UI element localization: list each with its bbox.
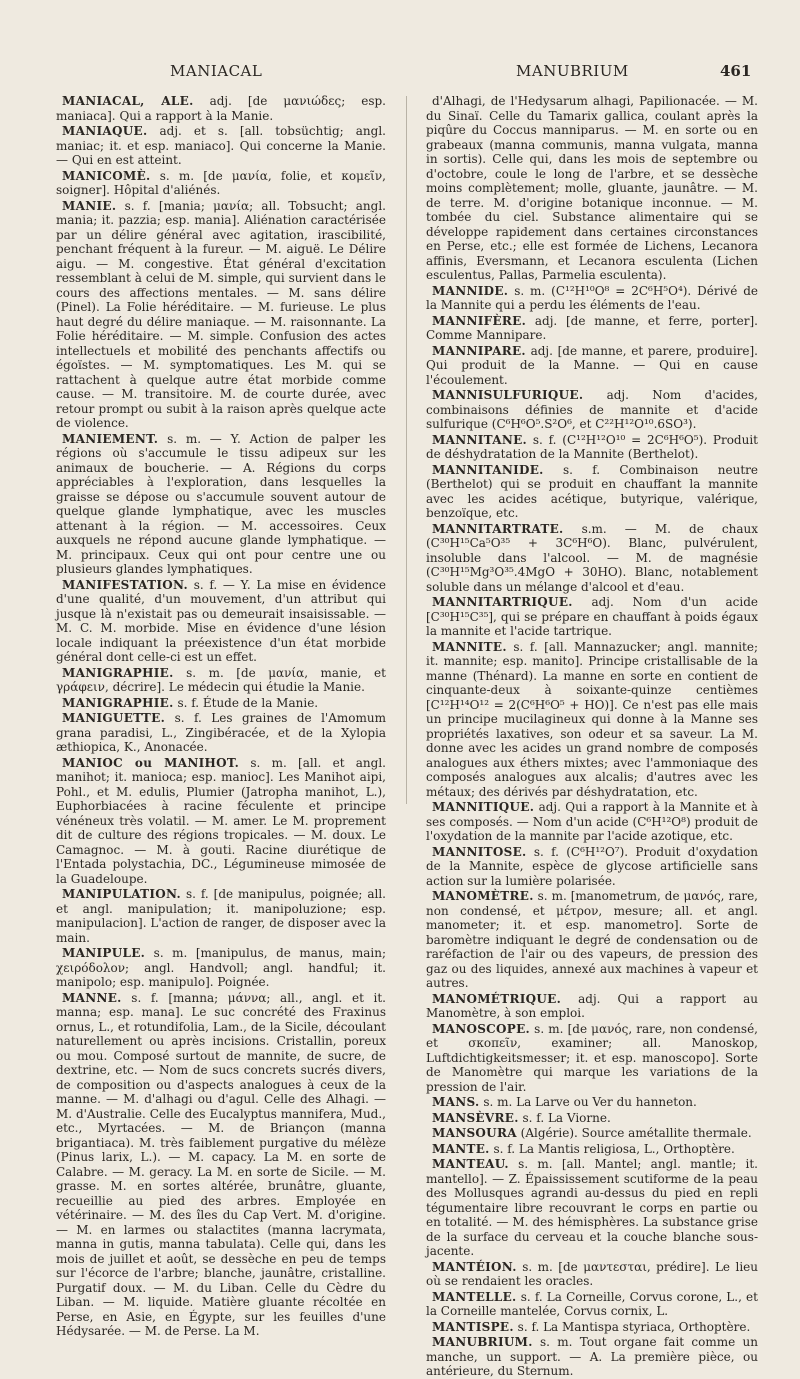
entry-definition: s. f. La Corneille, Corvus corone, L., et la Corneille mantelée, Corvus cornix, L. [426, 1289, 758, 1318]
dictionary-entry [426, 1111, 758, 1126]
entry-headword: MANNIFÈRE. [432, 313, 527, 328]
entry-definition: s. m. La Larve ou Ver du hanneton. [483, 1095, 697, 1109]
entry-definition: s. m. — Y. Action de palper les régions où s'accumule le tissu adipeux sur les animaux de boucherie. — A. Régions du corps appréciables à l'exploration, dans lesquelles la graisse se dépose ou s'accumule souvent autour de quelque glande lymphatique, avec les muscles attenant à la région. — M. accessoires. Ceux auxquels ne répond aucune glande lymphatique. — M. principaux. Ceux qui ont pour centre une ou plusieurs glandes lymphatiques. [56, 431, 386, 576]
entry-headword: MANOMÈTRE. [432, 889, 534, 903]
dictionary-entry [426, 1157, 758, 1259]
entry-headword: MANIPULE. [62, 946, 146, 960]
entry-definition: adj. [de manne, et parere, produire]. Qui produit de la Manne. — Qui en cause l'écoulement. [426, 343, 758, 387]
entry-definition: s. m. [de μανία, folie, et κομεῖν, soigner]. Hôpital d'aliénés. [56, 168, 386, 197]
dictionary-entry [426, 1095, 758, 1110]
entry-definition: s.m. — M. de chaux (C³⁰H¹⁵Ca⁵O³⁵ + 3C⁶H⁶O). Blanc, pulvérulent, insoluble dans l'alcool. — M. de magnésie (C³⁰H¹⁵Mg³O³⁵.4MgO + 30HO). Blanc, notablement soluble dans un mélange d'alcool et d'eau. [426, 521, 758, 594]
entry-definition: s. f. (C¹²H¹²O¹⁰ = 2C⁶H⁶O⁵). Produit de déshydratation de la Mannite (Berthelot). [426, 432, 758, 461]
left-column [56, 94, 386, 1338]
entry-definition: d'Alhagi, de l'Hedysarum alhagi, Papilionacée. — M. du Sinaï. Celle du Tamarix gallica, coulant après la piqûre du Coccus manniparus. — M. en sorte ou en grabeaux (manna communis, manna vulgata, manna in sortis). Celle qui, dans les mois de septembre ou d'octobre, coule le long de l'arbre, et se dessèche moins complètement; molle, gluante, jaunâtre. — M. de terre. M. d'origine botanique inconnue. — M. tombée du ciel. Substance alimentaire qui se développe rapidement dans certaines circonstances en Perse, etc.; elle est formée de Lichens, Lecanora affinis, Eversmann, et Lecanora esculenta (Lichen esculentus, Pallas, Parmelia esculenta). [426, 94, 758, 282]
entry-definition: s. m. [de μανός, rare, non condensé, et σκοπεῖν, examiner; all. Manoskop, Luftdichtigkeitsmesser; it. et esp. manoscopo]. Sorte de Manomètre qui marque les variations de la pression de l'air. [426, 1021, 758, 1094]
dictionary-entry [426, 1142, 758, 1157]
dictionary-entry [426, 889, 758, 991]
dictionary-entry [56, 946, 386, 990]
dictionary-entry [426, 992, 758, 1021]
entry-headword: MANIPULATION. [62, 887, 182, 901]
dictionary-entry [56, 666, 386, 695]
dictionary-entry [426, 314, 758, 343]
right-column [426, 94, 758, 1378]
entry-headword: MANICOMÈ. [62, 168, 151, 183]
entry-definition: s. m. [manometrum, de μανός, rare, non condensé, et μέτρον, mesure; all. et angl. manometer; it. et esp. manometro]. Sorte de baromètre indiquant le degré de condensation ou de raréfaction de l'air ou des vapeurs, de pression des gaz ou des liquides, annexé aux machines à vapeur et autres. [426, 889, 758, 990]
entry-headword: MANIGUETTE. [62, 711, 166, 725]
entry-headword: MANSOURA [432, 1126, 517, 1140]
entry-definition: s. m. [de μανία, manie, et γράφειν, décrire]. Le médecin qui étudie la Manie. [56, 665, 386, 694]
dictionary-entry [56, 991, 386, 1339]
entry-headword: MANIEMENT. [62, 431, 159, 446]
dictionary-entry [426, 1260, 758, 1289]
entry-definition: s. f. — Y. La mise en évidence d'une qualité, d'un mouvement, d'un attribut qui jusque là n'existait pas ou demeurait insaisissable. — M. C. M. morbide. Mise en évidence d'une lésion locale indiquant la préexistence d'un état morbide général dont celle-ci est un effet. [56, 577, 386, 664]
entry-definition: adj. Nom d'un acide [C³⁰H¹⁵C³⁵], qui se prépare en chauffant à poids égaux la mannite et l'acide tartrique. [426, 595, 758, 638]
entry-headword: MANTELLE. [432, 1289, 517, 1304]
entry-headword: MANIGRAPHIE. [62, 665, 174, 680]
dictionary-entry [426, 1022, 758, 1095]
entry-headword: MANNIDE. [432, 283, 509, 298]
dictionary-entry [426, 522, 758, 595]
entry-headword: MANS. [432, 1095, 480, 1109]
entry-headword: MANTEAU. [432, 1157, 509, 1171]
dictionary-entry [426, 1335, 758, 1379]
dictionary-entry [56, 711, 386, 755]
dictionary-entry [426, 388, 758, 432]
dictionary-entry [426, 1290, 758, 1319]
entry-definition: s. f. La Mantis religiosa, L., Orthoptère. [493, 1141, 735, 1156]
entry-definition: adj. [de μανιώδες; esp. maniaca]. Qui a rapport à la Manie. [56, 94, 386, 123]
running-header [0, 62, 800, 86]
dictionary-entry [56, 124, 386, 168]
header-right-word: MANUBRIUM [516, 62, 629, 80]
entry-headword: MANNITANIDE. [432, 462, 544, 477]
entry-headword: MANNITANE. [432, 432, 528, 447]
entry-definition: s. m. [de μαντεσται, prédire]. Le lieu où se rendaient les oracles. [426, 1259, 758, 1288]
entry-headword: MANNITARTRIQUE. [432, 595, 573, 609]
entry-headword: MANSÈVRE. [432, 1110, 519, 1125]
entry-definition: s. m. Tout organe fait comme un manche, un support. — A. La première pièce, ou antérieure, du Sternum. [426, 1335, 758, 1378]
entry-definition: s. f. La Mantispa styriaca, Orthoptère. [517, 1319, 751, 1334]
dictionary-entry [426, 433, 758, 462]
dictionary-entry [426, 344, 758, 388]
entry-headword: MANNITOSE. [432, 844, 527, 859]
entry-definition: s. f. Étude de la Manie. [177, 695, 319, 710]
entry-definition: s. f. (C⁶H¹²O⁷). Produit d'oxydation de la Mannite, espèce de glycose artificielle sans action sur la lumière polarisée. [426, 844, 758, 888]
dictionary-entry [56, 169, 386, 198]
entry-headword: MANOSCOPE. [432, 1021, 531, 1036]
page-number: 461 [720, 62, 752, 80]
dictionary-entry [56, 756, 386, 887]
entry-headword: MANIAQUE. [62, 124, 148, 138]
dictionary-entry [56, 94, 386, 123]
entry-definition: (Algérie). Source amétallite thermale. [520, 1126, 752, 1140]
entry-headword: MANTÉION. [432, 1259, 517, 1274]
entry-definition: s. f. [mania; μανία; all. Tobsucht; angl. mania; it. pazzia; esp. mania]. Aliénation caractérisée par un délire général avec agitation, irascibilité, penchant fréquent à la fureur. — M. aiguë. Le Délire aigu. — M. congestive. État général d'excitation ressemblant à celui de M. simple, qui survient dans le cours des affections mentales. — M. sans délire (Pinel). La Folie héréditaire. — M. furieuse. Le plus haut degré du délire maniaque. — M. raisonnante. La Folie héréditaire. — M. simple. Confusion des actes intellectuels et mobilité des penchants affectifs ou égoïstes. — M. symptomatiques. Les M. qui se rattachent à quelque autre état morbide comme cause. — M. transitoire. M. de courte durée, avec retour prompt ou subit à la raison après quelque acte de violence. [56, 198, 386, 430]
entry-definition: s. m. [manipulus, de manus, main; χειρόδολον; angl. Handvoll; angl. handful; it. manipolo; esp. manipulo]. Poignée. [56, 946, 386, 989]
dictionary-entry [56, 432, 386, 577]
dictionary-entry [56, 887, 386, 945]
entry-definition: s. m. (C¹²H¹⁰O⁸ = 2C⁶H⁵O⁴). Dérivé de la Mannite qui a perdu les éléments de l'eau. [426, 283, 758, 312]
entry-definition: s. f. [de manipulus, poignée; all. et angl. manipulation; it. manipoluzione; esp. manipulacion]. L'action de ranger, de disposer avec la main. [56, 887, 386, 945]
dictionary-entry [56, 696, 386, 711]
entry-definition: adj. Nom d'acides, combinaisons définies de mannite et d'acide sulfurique (C⁶H⁶O⁵.S²O⁶, et C²²H¹²O¹⁰.6SO³). [426, 388, 758, 431]
dictionary-entry [426, 463, 758, 521]
dictionary-entry [56, 578, 386, 665]
entry-definition: s. f. La Viorne. [522, 1110, 611, 1125]
entry-headword: MANTISPE. [432, 1319, 514, 1334]
entry-definition: adj. [de manne, et ferre, porter]. Comme Mannipare. [426, 313, 758, 342]
entry-headword: MANNITARTRATE. [432, 521, 564, 536]
dictionary-entry [426, 640, 758, 800]
entry-definition: s. f. [all. Mannazucker; angl. mannite; it. mannite; esp. manito]. Principe cristallisable de la manne (Thénard). La manne en sorte en contient de cinquante-deux à soixante-quinze centièmes [C¹²H¹⁴O¹² = 2(C⁶H⁶O⁵ + HO)]. Ce n'est pas elle mais un principe mucilagineux qui donne à la Manne ses propriétés laxatives, son odeur et sa saveur. La M. donne avec les acides un grand nombre de composés analogues aux éthers mixtes; avec l'ammoniaque des composés analogues aux alcalis; d'autres avec les métaux; des dérivés par déshydratation, etc. [426, 639, 758, 799]
entry-headword: MANIACAL, ALE. [62, 94, 194, 108]
entry-definition: s. m. [all. Mantel; angl. mantle; it. mantello]. — Z. Épaississement scutiforme de la peau des Mollusques agrandi au-dessus du pied en repli tégumentaire libre recouvrant le corps en partie ou en totalité. — M. des hémisphères. La substance grise de la surface du cerveau et la couche blanche sous-jacente. [426, 1157, 758, 1258]
dictionary-entry [426, 1126, 758, 1141]
entry-definition: s. f. Les graines de l'Amomum grana paradisi, L., Zingibéracée, et de la Xylopia æthiopica, K., Anonacée. [56, 711, 386, 754]
entry-headword: MANIGRAPHIE. [62, 695, 174, 710]
dictionary-entry [56, 199, 386, 431]
entry-headword: MANIFESTATION. [62, 577, 189, 592]
entry-definition: adj. Qui a rapport à la Mannite et à ses composés. — Nom d'un acide (C⁶H¹²O⁸) produit de l'oxydation de la mannite par l'acide azotique, etc. [426, 800, 758, 843]
entry-definition: s. m. [all. et angl. manihot; it. manioca; esp. manioc]. Les Manihot aipi, Pohl., et M. edulis, Plumier (Jatropha manihot, L.), Euphorbiacées à racine féculente et principe vénéneux très volatil. — M. amer. Le M. proprement dit de culture des régions tropicales. — M. doux. Le Camagnoc. — M. à gouti. Racine diurétique de l'Entada polystachia, DC., Légumineuse mimosée de la Guadeloupe. [56, 755, 386, 886]
entry-definition: s. f. Combinaison neutre (Berthelot) qui se produit en chauffant la mannite avec les acides acétique, butyrique, valérique, benzoïque, etc. [426, 462, 758, 520]
dictionary-entry [426, 595, 758, 639]
column-divider [406, 96, 407, 804]
entry-definition: s. f. [manna; μάννα; all., angl. et it. manna; esp. mana]. Le suc concrété des Fraxinus ornus, L., et rotundifolia, Lam., de la Sicile, découlant naturellement ou après incisions. Cristallin, poreux ou mou. Composé surtout de mannite, de sucre, de dextrine, etc. — Nom de sucs concrets sucrés divers, de composition ou d'aspects analogues à ceux de la manne. — M. d'alhagi ou d'agul. Celle des Alhagi. — M. d'Australie. Celle des Eucalyptus mannifera, Mud., etc., Myrtacées. — M. de Briançon (manna brigantiaca). M. très faiblement purgative du mélèze (Pinus larix, L.). — M. capacy. La M. en sorte de Calabre. — M. geracy. La M. en sorte de Sicile. — M. grasse. M. en sortes altérée, brunâtre, gluante, recueillie au pied des arbres. Employée en vétérinaire. — M. des îles du Cap Vert. M. d'origine. — M. en larmes ou stalactites (manna lacrymata, manna in gutis, manna tabulata). Celle qui, dans les mois de juillet et août, se dessèche en peu de temps sur l'écorce de l'arbre; blanche, jaunâtre, cristalline. Purgatif doux. — M. du Liban. Celle du Cèdre du Liban. — M. liquide. Matière gluante récoltée en Perse, en Asie, en Égypte, sur les feuilles d'une Hédysarée. — M. de Perse. La M. [56, 990, 386, 1338]
entry-headword: MANIOC ou MANIHOT. [62, 755, 240, 770]
entry-definition: adj. Qui a rapport au Manomètre, à son emploi. [426, 991, 758, 1020]
entry-definition: adj. et s. [all. tobsüchtig; angl. maniac; it. et esp. maniaco]. Qui concerne la Manie. — Qui en est atteint. [56, 124, 386, 167]
dictionary-entry [426, 1320, 758, 1335]
dictionary-entry [426, 94, 758, 283]
entry-headword: MANOMÉTRIQUE. [432, 991, 562, 1006]
entry-headword: MANNIPARE. [432, 343, 526, 358]
dictionary-entry [426, 800, 758, 844]
dictionary-entry [426, 284, 758, 313]
entry-headword: MANNITE. [432, 639, 507, 654]
entry-headword: MANNISULFURIQUE. [432, 388, 584, 402]
header-left-word: MANIACAL [170, 62, 263, 80]
entry-headword: MANUBRIUM. [432, 1335, 533, 1349]
entry-headword: MANNITIQUE. [432, 800, 535, 814]
entry-headword: MANNE. [62, 990, 122, 1005]
dictionary-entry [426, 845, 758, 889]
entry-headword: MANIE. [62, 198, 117, 213]
entry-headword: MANTE. [432, 1141, 490, 1156]
